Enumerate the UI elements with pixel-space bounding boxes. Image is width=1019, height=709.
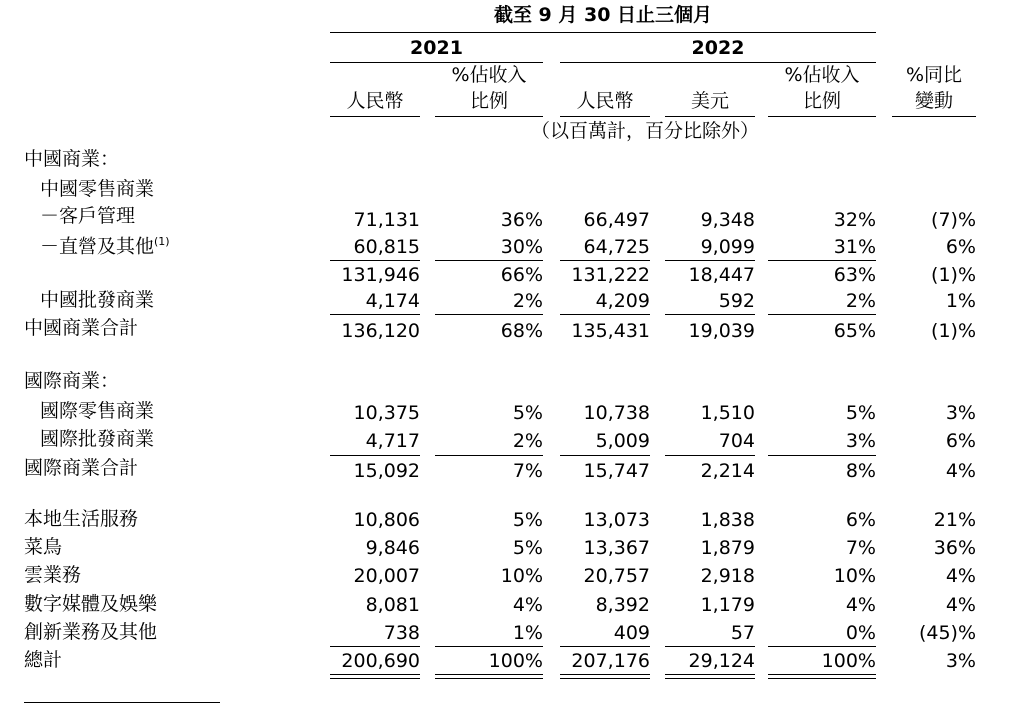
cell-usd-2022: 1,879 — [700, 537, 755, 559]
cell-pct-2021: 100% — [488, 650, 543, 672]
cell-rmb-2022: 10,738 — [583, 402, 650, 424]
cell-yoy: 36% — [933, 537, 976, 559]
cell-usd-2022: 19,039 — [688, 320, 755, 342]
header-underline-usd-2022 — [665, 116, 755, 117]
row-label: 國際批發商業 — [40, 428, 155, 450]
rule — [330, 314, 420, 315]
cell-usd-2022: 57 — [730, 622, 755, 644]
cell-yoy: (1)% — [931, 320, 976, 342]
cell-pct-2022: 10% — [833, 565, 876, 587]
footnote-marker: (1) — [154, 235, 170, 248]
cell-pct-2021: 4% — [512, 594, 543, 616]
rule — [560, 646, 650, 647]
rule — [560, 455, 650, 456]
rule — [560, 314, 650, 315]
rule — [665, 455, 755, 456]
rule — [665, 260, 755, 261]
rule — [330, 260, 420, 261]
col-pct-2022-line2: 比例 — [802, 90, 841, 112]
cell-rmb-2021: 136,120 — [341, 320, 420, 342]
double-rule — [665, 674, 755, 679]
period-title: 截至 9 月 30 日止三個月 — [493, 4, 713, 26]
rule — [665, 314, 755, 315]
cell-pct-2021: 68% — [500, 320, 543, 342]
cell-rmb-2021: 10,806 — [353, 509, 420, 531]
cell-pct-2021: 2% — [512, 430, 543, 452]
row-label: 創新業務及其他 — [24, 621, 158, 643]
cell-usd-2022: 9,099 — [700, 236, 755, 258]
cell-rmb-2021: 71,131 — [353, 209, 420, 231]
cell-pct-2022: 0% — [845, 622, 876, 644]
cell-pct-2022: 31% — [833, 236, 876, 258]
cell-rmb-2022: 15,747 — [583, 460, 650, 482]
cell-rmb-2022: 8,392 — [595, 594, 650, 616]
rule — [330, 646, 420, 647]
cell-yoy: (45)% — [918, 622, 976, 644]
double-rule — [560, 674, 650, 679]
cell-rmb-2021: 200,690 — [341, 650, 420, 672]
header-underline-rmb-2021 — [330, 116, 420, 117]
cell-pct-2021: 2% — [512, 290, 543, 312]
cell-rmb-2021: 15,092 — [353, 460, 420, 482]
cell-rmb-2021: 131,946 — [341, 264, 420, 286]
cell-pct-2022: 6% — [845, 509, 876, 531]
year-2022: 2022 — [691, 37, 745, 59]
cell-pct-2022: 3% — [845, 430, 876, 452]
cell-usd-2022: 18,447 — [688, 264, 755, 286]
cell-usd-2022: 1,179 — [700, 594, 755, 616]
cell-pct-2022: 100% — [821, 650, 876, 672]
cell-rmb-2022: 207,176 — [571, 650, 650, 672]
units-note: （以百萬計，百分比除外） — [530, 120, 759, 142]
rule — [330, 455, 420, 456]
cell-usd-2022: 592 — [718, 290, 755, 312]
row-label: 雲業務 — [24, 564, 82, 586]
col-pct-2021-line2: 比例 — [469, 90, 508, 112]
cell-usd-2022: 1,838 — [700, 509, 755, 531]
cell-pct-2021: 66% — [500, 264, 543, 286]
row-label: 菜鳥 — [24, 536, 63, 558]
cell-rmb-2021: 9,846 — [365, 537, 420, 559]
year-2021: 2021 — [410, 37, 463, 59]
header-underline-yoy — [892, 116, 976, 117]
cell-rmb-2021: 8,081 — [365, 594, 420, 616]
double-rule — [435, 674, 543, 679]
rule — [435, 455, 543, 456]
rule — [435, 314, 543, 315]
cell-yoy: 3% — [945, 650, 976, 672]
cell-rmb-2022: 131,222 — [571, 264, 650, 286]
cell-usd-2022: 704 — [718, 430, 755, 452]
cell-pct-2022: 4% — [845, 594, 876, 616]
cell-rmb-2022: 135,431 — [571, 320, 650, 342]
cell-rmb-2022: 5,009 — [595, 430, 650, 452]
rule — [435, 646, 543, 647]
cell-pct-2021: 30% — [500, 236, 543, 258]
row-label: 中國商業合計 — [24, 317, 139, 339]
header-underline-rmb-2022 — [560, 116, 650, 117]
col-yoy-line2: 變動 — [914, 90, 953, 112]
cell-pct-2022: 65% — [833, 320, 876, 342]
cell-pct-2021: 7% — [512, 460, 543, 482]
col-rmb-2021: 人民幣 — [346, 90, 404, 112]
cell-pct-2022: 32% — [833, 209, 876, 231]
col-usd-2022: 美元 — [690, 90, 729, 112]
header-rule-2022 — [560, 62, 876, 63]
cell-usd-2022: 1,510 — [700, 402, 755, 424]
section-china-commerce: 中國商業： — [24, 148, 120, 170]
cell-usd-2022: 9,348 — [700, 209, 755, 231]
rule — [768, 260, 876, 261]
cell-yoy: 4% — [945, 565, 976, 587]
row-label: －直營及其他$^{(1)}$ — [40, 235, 170, 258]
cell-pct-2021: 5% — [512, 537, 543, 559]
cell-rmb-2021: 60,815 — [353, 236, 420, 258]
cell-pct-2022: 7% — [845, 537, 876, 559]
cell-yoy: 6% — [945, 236, 976, 258]
cell-rmb-2021: 738 — [383, 622, 420, 644]
section-intl-commerce: 國際商業： — [24, 370, 120, 392]
cell-rmb-2022: 4,209 — [595, 290, 650, 312]
cell-rmb-2021: 20,007 — [353, 565, 420, 587]
row-label: 中國批發商業 — [40, 289, 155, 311]
cell-rmb-2021: 4,717 — [365, 430, 420, 452]
cell-yoy: 21% — [933, 509, 976, 531]
cell-pct-2022: 5% — [845, 402, 876, 424]
cell-rmb-2022: 66,497 — [583, 209, 650, 231]
cell-pct-2021: 5% — [512, 402, 543, 424]
rule — [665, 646, 755, 647]
cell-yoy: 3% — [945, 402, 976, 424]
cell-rmb-2022: 409 — [613, 622, 650, 644]
row-label: 本地生活服務 — [24, 508, 139, 530]
cell-pct-2021: 10% — [500, 565, 543, 587]
cell-usd-2022: 2,918 — [700, 565, 755, 587]
cell-pct-2021: 36% — [500, 209, 543, 231]
double-rule — [330, 674, 420, 679]
cell-yoy: 4% — [945, 594, 976, 616]
section-china-retail: 中國零售商業 — [40, 178, 155, 200]
cell-rmb-2022: 64,725 — [583, 236, 650, 258]
cell-yoy: (1)% — [931, 264, 976, 286]
col-yoy-line1: %同比 — [905, 64, 963, 86]
cell-pct-2022: 8% — [845, 460, 876, 482]
cell-yoy: 1% — [945, 290, 976, 312]
cell-yoy: (7)% — [931, 209, 976, 231]
cell-rmb-2021: 4,174 — [365, 290, 420, 312]
row-label: 總計 — [24, 649, 63, 671]
cell-usd-2022: 29,124 — [688, 650, 755, 672]
header-rule-2021 — [330, 62, 543, 63]
col-pct-2022-line1: %佔收入 — [784, 64, 860, 86]
cell-usd-2022: 2,214 — [700, 460, 755, 482]
col-rmb-2022: 人民幣 — [576, 90, 634, 112]
row-label: －客戶管理 — [40, 205, 136, 227]
rule — [435, 260, 543, 261]
rule — [768, 646, 876, 647]
rule — [560, 260, 650, 261]
cell-pct-2021: 5% — [512, 509, 543, 531]
cell-pct-2021: 1% — [512, 622, 543, 644]
cell-rmb-2022: 13,073 — [583, 509, 650, 531]
cell-yoy: 6% — [945, 430, 976, 452]
row-label: 數字媒體及娛樂 — [24, 593, 158, 615]
double-rule — [768, 674, 876, 679]
header-underline-pct-2022 — [768, 116, 876, 117]
row-label: 國際商業合計 — [24, 457, 139, 479]
rule — [768, 314, 876, 315]
cell-rmb-2021: 10,375 — [353, 402, 420, 424]
row-label: 國際零售商業 — [40, 400, 155, 422]
cell-pct-2022: 2% — [845, 290, 876, 312]
cell-rmb-2022: 20,757 — [583, 565, 650, 587]
cell-pct-2022: 63% — [833, 264, 876, 286]
footnote-separator — [24, 702, 220, 703]
rule — [768, 455, 876, 456]
col-pct-2021-line1: %佔收入 — [451, 64, 527, 86]
header-rule-period — [330, 32, 876, 33]
cell-rmb-2022: 13,367 — [583, 537, 650, 559]
cell-yoy: 4% — [945, 460, 976, 482]
header-underline-pct-2021 — [435, 116, 543, 117]
